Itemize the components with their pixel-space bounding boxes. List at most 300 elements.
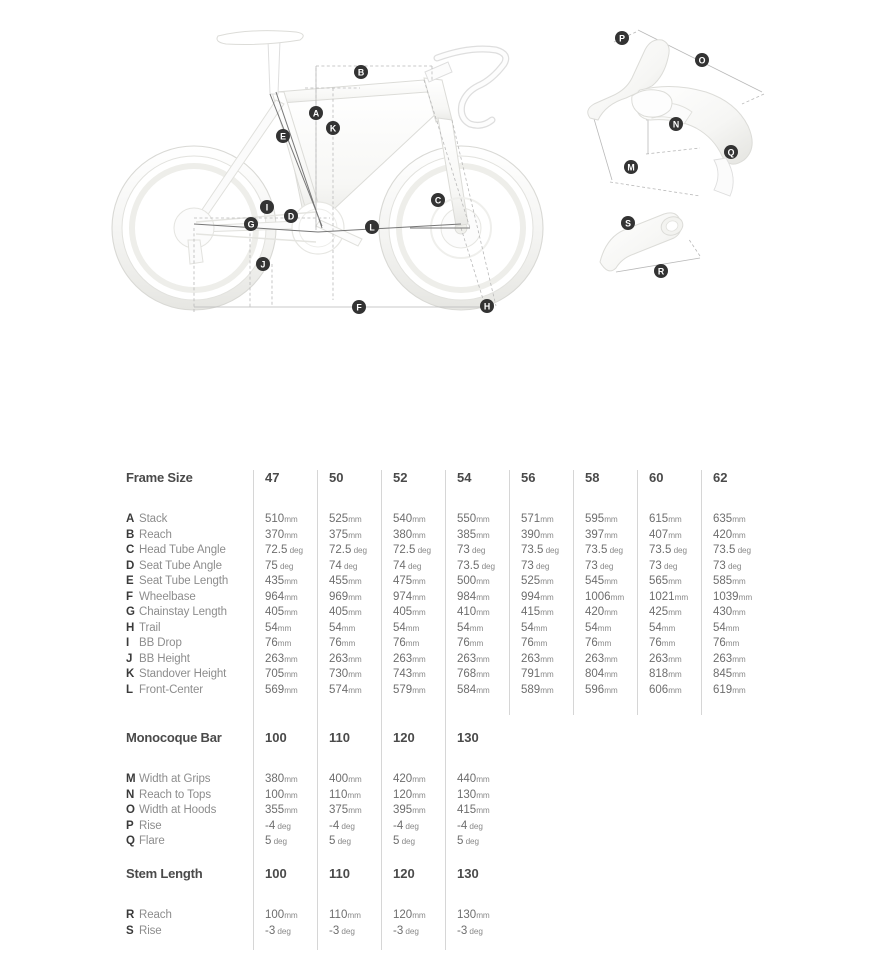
cell-value: 1021 (649, 590, 675, 603)
table-cell (713, 543, 751, 559)
table-cell (649, 590, 688, 606)
cell-value: 525 (521, 575, 541, 587)
table-cell (393, 772, 426, 788)
table-cell (329, 559, 357, 575)
cell-unit: deg (403, 821, 419, 831)
row-letter: S (126, 924, 134, 937)
table-cell (649, 528, 682, 544)
cell-value: 76 (393, 637, 406, 649)
cell-unit: mm (476, 654, 490, 664)
table-cell (457, 605, 490, 621)
cell-value: 994 (521, 590, 541, 603)
row-letter: F (126, 590, 134, 603)
table-row (126, 683, 826, 699)
column-header-47[interactable]: 47 (265, 470, 280, 485)
cell-unit: mm (725, 639, 740, 648)
cell-unit: mm (597, 639, 612, 648)
table-cell (713, 528, 746, 544)
cell-value: 5 (393, 835, 400, 847)
row-label (126, 621, 266, 637)
column-header-130[interactable]: 130 (457, 866, 479, 881)
section-title: Monocoque Bar (126, 730, 222, 745)
table-cell (393, 574, 426, 590)
cell-value: 110 (329, 788, 348, 801)
table-cell (585, 667, 618, 683)
table-cell (585, 574, 618, 590)
cell-unit: mm (604, 654, 618, 664)
table-cell (585, 605, 618, 621)
table-cell (265, 683, 298, 699)
table-cell (585, 621, 611, 637)
row-label-text: Flare (139, 835, 165, 847)
cell-value: 54 (393, 621, 406, 634)
column-header-50[interactable]: 50 (329, 470, 344, 485)
cell-unit: deg (403, 926, 419, 936)
cell-unit: mm (738, 592, 753, 602)
table-cell (585, 543, 623, 559)
cell-unit: mm (348, 592, 362, 602)
row-label (126, 908, 266, 924)
cell-value: 5 (457, 835, 464, 847)
cell-value: 440 (457, 773, 477, 785)
column-header-62[interactable]: 62 (713, 470, 728, 485)
table-cell (521, 574, 554, 590)
callout-o (695, 53, 709, 67)
cell-unit: mm (412, 592, 426, 602)
row-label-text: Front-Center (139, 683, 203, 696)
diagram-area (0, 0, 892, 440)
table-cell (393, 819, 419, 835)
callout-letter: Q (727, 147, 735, 158)
row-label-text: Rise (139, 819, 162, 832)
table-cell (329, 590, 362, 606)
table-cell (457, 512, 490, 528)
callout-letter: O (698, 55, 706, 66)
cell-unit: mm (732, 530, 746, 540)
cell-value: 574 (329, 683, 349, 696)
cell-value: 375 (329, 528, 349, 541)
cell-value: -4 (457, 819, 468, 832)
cell-unit: mm (284, 806, 298, 815)
table-cell (329, 543, 367, 559)
table-cell (649, 574, 682, 590)
callout-b (354, 65, 368, 79)
table-cell (457, 683, 490, 699)
row-letter: O (126, 804, 135, 816)
cell-value: 984 (457, 590, 477, 603)
cell-value: 76 (585, 637, 598, 649)
cell-unit: mm (540, 592, 554, 602)
table-cell (329, 683, 362, 699)
cell-value: 395 (393, 804, 413, 816)
table-row (126, 636, 826, 652)
cell-value: 730 (329, 668, 349, 680)
cell-unit: mm (284, 577, 298, 586)
table-cell (521, 636, 547, 652)
table-cell (713, 512, 746, 528)
cell-value: 73.5 (649, 544, 672, 556)
section-title: Frame Size (126, 470, 193, 485)
table-cell (649, 605, 682, 621)
column-header-110[interactable]: 110 (329, 866, 350, 881)
table-cell (521, 605, 554, 621)
callout-letter: S (625, 218, 631, 229)
cell-value: -4 (265, 819, 276, 832)
cell-unit: mm (412, 530, 426, 540)
table-cell (457, 528, 490, 544)
section-title: Stem Length (126, 866, 203, 881)
cell-value: 73 (713, 559, 726, 572)
cell-value: 76 (457, 637, 470, 649)
row-label (126, 636, 266, 652)
cell-value: 545 (585, 575, 605, 587)
table-cell (393, 636, 419, 652)
cell-unit: mm (540, 577, 554, 586)
cell-unit: mm (284, 654, 298, 664)
row-letter: M (126, 773, 136, 785)
cell-unit: mm (732, 515, 746, 524)
cell-value: -3 (265, 924, 276, 937)
cell-unit: mm (732, 670, 746, 679)
cell-unit: mm (277, 639, 292, 648)
column-header-56[interactable]: 56 (521, 470, 536, 485)
cell-unit: mm (668, 685, 682, 695)
row-label (126, 834, 266, 850)
row-label-text: Width at Hoods (139, 804, 217, 816)
cell-unit: mm (732, 685, 746, 695)
row-label (126, 590, 266, 606)
row-letter: I (126, 637, 130, 649)
table-cell (457, 667, 490, 683)
table-cell (393, 834, 415, 850)
table-row (126, 819, 826, 835)
column-header-110[interactable]: 110 (329, 730, 350, 745)
cell-unit: mm (540, 654, 554, 664)
table-row (126, 834, 826, 850)
column-header-58[interactable]: 58 (585, 470, 600, 485)
row-label-text: Standover Height (139, 668, 227, 680)
cell-unit: mm (284, 515, 298, 524)
cell-value: 964 (265, 590, 285, 603)
column-header-54[interactable]: 54 (457, 470, 472, 485)
row-label-text: Trail (139, 621, 161, 634)
cell-unit: mm (348, 515, 362, 524)
cell-unit: mm (348, 685, 362, 695)
table-cell (521, 543, 559, 559)
cell-value: 615 (649, 513, 669, 525)
cell-unit: deg (467, 821, 483, 831)
cell-unit: deg (661, 561, 678, 571)
cell-value: 375 (329, 804, 349, 816)
cell-unit: mm (469, 623, 484, 633)
callout-k (326, 121, 340, 135)
callout-e (276, 129, 290, 143)
cell-value: 355 (265, 804, 285, 816)
cell-unit: mm (348, 775, 362, 784)
table-cell (265, 772, 298, 788)
cell-unit: mm (412, 515, 426, 524)
cell-value: 525 (329, 513, 349, 525)
cell-unit: mm (476, 775, 490, 784)
table-section-stem-length (126, 866, 826, 939)
cell-unit: mm (668, 670, 682, 679)
table-cell (521, 512, 554, 528)
row-label (126, 772, 266, 788)
cell-unit: mm (604, 530, 618, 540)
callout-letter: K (329, 123, 337, 134)
table-cell (713, 590, 752, 606)
row-label (126, 924, 266, 940)
cell-value: 405 (329, 606, 349, 618)
table-cell (585, 683, 618, 699)
table-cell (265, 512, 298, 528)
column-header-130[interactable]: 130 (457, 730, 479, 745)
table-cell (457, 908, 490, 924)
table-cell (457, 621, 483, 637)
callout-letter: L (369, 222, 375, 233)
cell-value: 75 (265, 559, 278, 572)
cell-unit: mm (284, 790, 298, 800)
row-letter: Q (126, 835, 135, 847)
table-cell (329, 667, 362, 683)
table-cell (329, 652, 362, 668)
table-cell (329, 788, 361, 804)
cell-value: 380 (265, 773, 285, 785)
table-row (126, 605, 826, 621)
cell-value: 72.5 (329, 544, 352, 556)
cell-unit: mm (540, 670, 554, 679)
cell-value: 845 (713, 668, 733, 680)
cell-unit: mm (533, 623, 548, 633)
callout-p (615, 31, 629, 45)
cell-unit: deg (479, 561, 495, 571)
row-label-text: BB Drop (139, 637, 182, 649)
callout-a (309, 106, 323, 120)
table-cell (713, 574, 746, 590)
table-cell (585, 512, 618, 528)
cell-value: 130 (457, 909, 477, 921)
cell-value: 585 (713, 575, 733, 587)
row-label-text: Rise (139, 924, 162, 937)
cell-value: 74 (393, 559, 406, 572)
cell-unit: deg (271, 837, 287, 846)
callout-letter: G (247, 219, 255, 230)
table-cell (521, 683, 554, 699)
table-cell (457, 834, 479, 850)
column-header-52[interactable]: 52 (393, 470, 408, 485)
cell-value: 72.5 (393, 544, 416, 556)
table-cell (521, 667, 554, 683)
table-cell (265, 834, 287, 850)
table-cell (585, 652, 618, 668)
cell-value: 100 (265, 909, 285, 921)
row-label-text: Reach to Tops (139, 788, 212, 801)
table-cell (649, 652, 682, 668)
column-header-100[interactable]: 100 (265, 730, 287, 745)
cell-unit: deg (275, 821, 291, 831)
cell-value: 571 (521, 513, 541, 525)
cell-value: 595 (585, 513, 605, 525)
cell-value: 415 (521, 606, 541, 618)
callout-letter: J (260, 259, 266, 270)
cell-unit: mm (540, 685, 554, 695)
table-cell (713, 605, 746, 621)
table-cell (265, 559, 293, 575)
callout-r (654, 264, 668, 278)
column-header-100[interactable]: 100 (265, 866, 287, 881)
table-cell (521, 528, 554, 544)
cell-value: 73.5 (585, 544, 608, 556)
callout-f (352, 300, 366, 314)
cell-value: 619 (713, 683, 733, 696)
cell-value: 76 (329, 637, 342, 649)
cell-unit: deg (597, 561, 614, 571)
cell-value: 263 (457, 652, 477, 665)
row-label (126, 652, 266, 668)
row-label-text: Reach (139, 528, 172, 541)
cell-value: 263 (713, 652, 733, 665)
cell-unit: deg (341, 561, 358, 571)
table-cell (265, 543, 303, 559)
column-header-120[interactable]: 120 (393, 866, 415, 881)
cell-value: 73.5 (713, 544, 736, 556)
row-letter: A (126, 513, 135, 525)
cell-value: 410 (457, 606, 477, 618)
cell-value: 380 (393, 528, 413, 541)
table-cell (713, 652, 746, 668)
cell-unit: mm (412, 670, 426, 679)
cell-value: -3 (457, 924, 468, 937)
callout-s (621, 216, 635, 230)
table-cell (457, 590, 490, 606)
cell-unit: mm (348, 577, 362, 586)
callout-letter: F (356, 302, 362, 313)
cell-unit: mm (610, 592, 625, 602)
header-spacer (126, 900, 826, 908)
table-row (126, 652, 826, 668)
table-row (126, 788, 826, 804)
table-cell (457, 559, 495, 575)
cell-value: -4 (393, 819, 404, 832)
row-label (126, 605, 266, 621)
header-spacer (126, 764, 826, 772)
callout-letter: C (434, 195, 442, 206)
cell-unit: deg (277, 561, 294, 571)
cell-value: 743 (393, 668, 413, 680)
table-cell (265, 590, 298, 606)
cell-unit: deg (607, 546, 623, 555)
cell-value: 5 (329, 835, 336, 847)
cell-unit: mm (412, 608, 426, 617)
table-cell (457, 788, 490, 804)
table-cell (585, 590, 624, 606)
cell-value: 569 (265, 683, 285, 696)
cell-unit: mm (284, 911, 298, 920)
row-label (126, 512, 266, 528)
table-cell (393, 605, 426, 621)
row-label (126, 528, 266, 544)
row-label (126, 543, 266, 559)
cell-value: 405 (393, 606, 413, 618)
cell-value: 435 (265, 575, 285, 587)
table-cell (393, 590, 426, 606)
table-cell (329, 819, 355, 835)
table-cell (329, 803, 362, 819)
cell-unit: mm (412, 654, 426, 664)
cell-value: 76 (265, 637, 278, 649)
cell-unit: mm (284, 670, 298, 679)
cell-value: 76 (521, 637, 534, 649)
table-cell (329, 528, 362, 544)
cell-value: 54 (521, 621, 534, 634)
cell-value: 370 (265, 528, 285, 541)
cell-unit: mm (661, 623, 676, 633)
cell-value: 263 (265, 652, 285, 665)
cell-value: 565 (649, 575, 669, 587)
cell-value: 510 (265, 513, 285, 525)
cell-unit: mm (469, 639, 484, 648)
cell-value: 969 (329, 590, 349, 603)
cell-value: 791 (521, 668, 541, 680)
column-header-120[interactable]: 120 (393, 730, 415, 745)
cell-value: 76 (713, 637, 726, 649)
cell-value: 500 (457, 575, 477, 587)
cell-unit: deg (275, 926, 291, 936)
table-row (126, 543, 826, 559)
cell-unit: mm (476, 530, 490, 540)
callout-c (431, 193, 445, 207)
table-row (126, 908, 826, 924)
row-letter: J (126, 652, 133, 665)
cell-unit: mm (476, 685, 490, 695)
cell-unit: mm (668, 654, 682, 664)
table-cell (521, 652, 554, 668)
cell-value: 400 (329, 773, 349, 785)
callout-letter: E (280, 131, 286, 142)
table-cell (713, 683, 746, 699)
bike-illustration (112, 31, 543, 312)
callout-j (256, 257, 270, 271)
row-label (126, 803, 266, 819)
column-header-60[interactable]: 60 (649, 470, 664, 485)
cell-value: 974 (393, 590, 413, 603)
table-cell (457, 636, 483, 652)
cell-unit: mm (540, 530, 554, 540)
callout-i (260, 200, 274, 214)
table-row (126, 772, 826, 788)
table-cell (329, 574, 362, 590)
cell-unit: mm (405, 623, 420, 633)
cell-unit: mm (476, 911, 490, 920)
stem-illustration (600, 213, 700, 272)
cell-unit: mm (412, 775, 426, 784)
cell-value: 263 (393, 652, 413, 665)
specification-table (126, 470, 826, 950)
callout-letter: H (483, 301, 491, 312)
callout-h (480, 299, 494, 313)
cell-unit: mm (674, 592, 689, 602)
cell-value: 1039 (713, 590, 739, 603)
table-cell (393, 621, 419, 637)
cell-unit: mm (412, 577, 426, 586)
callout-letter: I (265, 202, 269, 213)
cell-unit: deg (735, 546, 751, 555)
cell-value: 73.5 (457, 559, 480, 572)
table-cell (393, 908, 426, 924)
table-cell (521, 621, 547, 637)
row-label-text: Wheelbase (139, 590, 196, 603)
cell-value: 540 (393, 513, 413, 525)
